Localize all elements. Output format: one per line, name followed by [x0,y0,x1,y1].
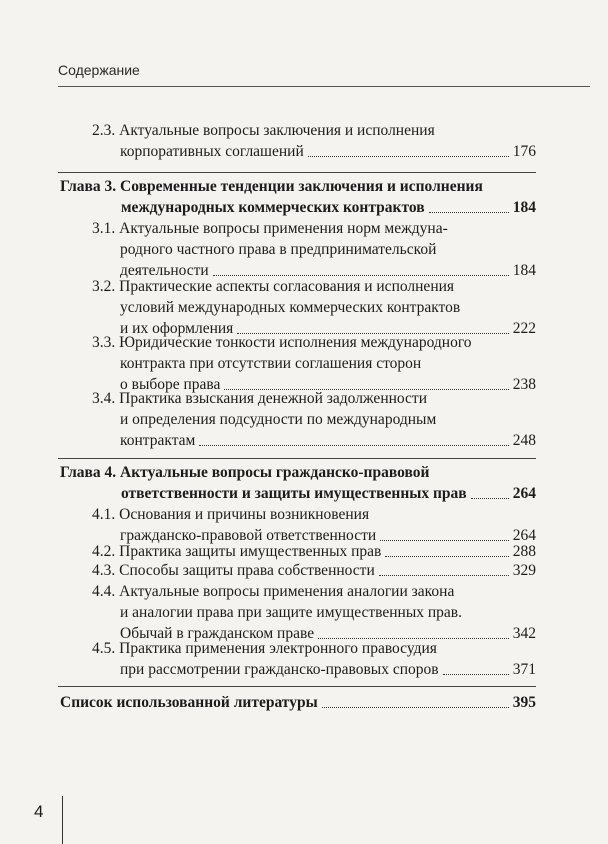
toc-entry-line: и определения подсудности по международным [120,411,437,428]
toc-bibliography[interactable] [60,692,536,713]
toc-page-number: 248 [512,432,536,449]
toc-entry-3-1[interactable] [92,218,536,281]
toc-entry-line: родного частного права в предпринимательской [120,241,437,258]
toc-entry-line: условий международных коммерческих контрактов [120,299,461,316]
toc-entry-title: 4.2. Практика защиты имущественных прав [92,543,382,560]
toc-entry-line: Глава 3. Современные тенденции заключения и исполнения [60,178,483,195]
toc-entry-2-3[interactable] [92,120,536,162]
toc-entry-line: и аналогии права при защите имущественных прав. [120,604,462,621]
toc-entry-4-4[interactable] [92,581,536,644]
toc-entry-line: 4.5. Практика применения электронного правосудия [92,640,437,657]
toc-entry-line: 3.4. Практика взыскания денежной задолженности [92,390,427,407]
toc-page-number: 184 [512,262,536,279]
toc-entry-title: деятельности [120,262,209,279]
toc-entry-3-4[interactable] [92,388,536,451]
toc-page-number: 176 [512,143,536,160]
toc-chapter-3[interactable] [60,176,536,218]
toc-entry-line: 3.3. Юридические тонкости исполнения международного [92,334,472,351]
leader-dots [385,556,508,557]
chapter-separator [58,458,536,459]
header-rule [58,86,590,87]
toc-entry-4-5[interactable] [92,638,536,680]
toc-entry-title: контрактам [120,432,196,449]
toc-entry-title: 4.3. Способы защиты права собственности [92,562,375,579]
page-number: 4 [34,802,44,821]
toc-page-number: 288 [512,543,536,560]
leader-dots [471,498,509,499]
toc-entry-line: 4.1. Основания и причины возникновения [92,506,370,523]
toc-entry-3-2[interactable] [92,276,536,339]
toc-entry-line: 4.4. Актуальные вопросы применения аналогии закона [92,583,455,600]
toc-page-number: 222 [512,320,536,337]
toc-page-number: 342 [512,625,536,642]
toc-entry-line: 3.2. Практические аспекты согласования и исполнения [92,278,455,295]
toc-page-number: 264 [512,527,536,544]
toc-entry-title: ответственности и защиты имущественных прав [121,485,467,502]
toc-entry-title: международных коммерческих контрактов [121,199,425,216]
toc-entry-line: 2.3. Актуальные вопросы заключения и исполнения [92,122,435,139]
leader-dots [379,575,509,576]
toc-entry-3-3[interactable] [92,332,536,395]
toc-page-number: 395 [512,694,536,711]
toc-entry-title: корпоративных соглашений [120,143,304,160]
toc-entry-line: контракта при отсутствии соглашения сторон [120,355,422,372]
toc-page-number: 238 [512,376,536,393]
toc-entry-4-3[interactable] [92,560,536,581]
running-header: Содержание [58,62,140,78]
leader-dots [443,674,509,675]
chapter-separator [58,172,536,173]
toc-entry-title: Список использованной литературы [60,694,318,711]
toc-entry-line: 3.1. Актуальные вопросы применения норм междуна- [92,220,448,237]
toc-page-number: 264 [512,485,536,502]
toc-entry-4-2[interactable] [92,541,536,562]
toc-entry-title: и их оформления [120,320,234,337]
section-separator [58,686,536,687]
toc-page-number: 329 [512,562,536,579]
leader-dots [322,707,509,708]
toc-entry-title: Обычай в гражданском праве [120,625,315,642]
toc-page-number: 184 [512,199,536,216]
footer-rule [62,796,63,844]
toc-entry-title: гражданско-правовой ответственности [120,527,377,544]
leader-dots [429,212,509,213]
toc-entry-title: о выборе права [120,376,221,393]
leader-dots [199,445,508,446]
toc-entry-line: Глава 4. Актуальные вопросы гражданско-правовой [60,464,430,481]
toc-chapter-4[interactable] [60,462,536,504]
toc-page-number: 371 [512,661,536,678]
leader-dots [308,156,509,157]
toc-entry-4-1[interactable] [92,504,536,546]
toc-entry-title: при рассмотрении гражданско-правовых споров [120,661,439,678]
